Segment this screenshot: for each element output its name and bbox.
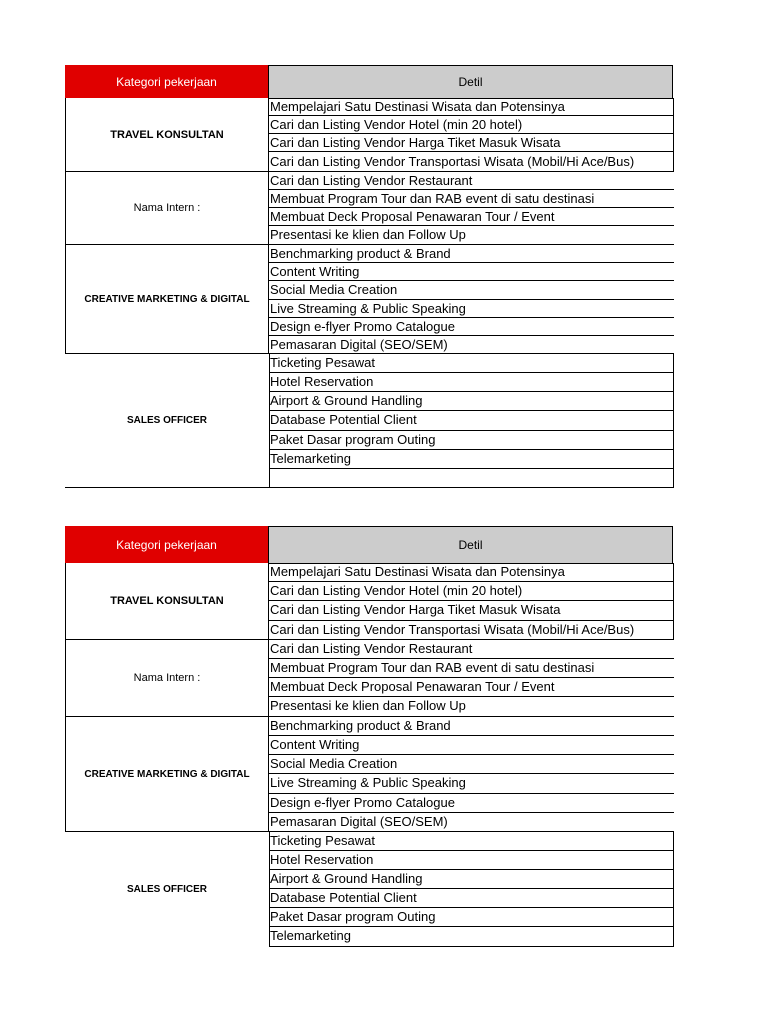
divider — [65, 487, 674, 488]
detail-row: Live Streaming & Public Speaking — [269, 774, 674, 794]
detail-row: Cari dan Listing Vendor Restaurant — [269, 640, 674, 659]
detail-row: Mempelajari Satu Destinasi Wisata dan Potensinya — [269, 563, 674, 582]
job-table-2 — [65, 526, 674, 948]
detail-row: Ticketing Pesawat — [269, 354, 674, 373]
detail-row: Hotel Reservation — [269, 373, 674, 392]
detail-row: Membuat Program Tour dan RAB event di satu destinasi — [269, 659, 674, 678]
category-travel-konsultan: TRAVEL KONSULTAN — [65, 563, 269, 640]
category-travel-konsultan: TRAVEL KONSULTAN — [65, 98, 269, 172]
detail-row: Telemarketing — [269, 450, 674, 469]
job-table-1 — [65, 65, 674, 489]
detail-row: Membuat Deck Proposal Penawaran Tour / Event — [269, 678, 674, 697]
detail-row: Cari dan Listing Vendor Hotel (min 20 hotel) — [269, 116, 674, 134]
divider — [269, 832, 270, 947]
detail-row: Pemasaran Digital (SEO/SEM) — [269, 813, 674, 832]
detail-row: Presentasi ke klien dan Follow Up — [269, 226, 674, 245]
detail-row: Paket Dasar program Outing — [269, 431, 674, 450]
detail-header: Detil — [268, 526, 673, 564]
detail-row: Telemarketing — [269, 927, 674, 947]
category-creative-marketing: CREATIVE MARKETING & DIGITAL — [65, 245, 269, 354]
detail-row: Airport & Ground Handling — [269, 392, 674, 411]
detail-row: Cari dan Listing Vendor Transportasi Wisata (Mobil/Hi Ace/Bus) — [269, 621, 674, 640]
detail-row — [269, 469, 674, 488]
detail-row: Cari dan Listing Vendor Transportasi Wisata (Mobil/Hi Ace/Bus) — [269, 152, 674, 172]
detail-row: Social Media Creation — [269, 281, 674, 300]
divider — [269, 354, 270, 488]
detail-row: Paket Dasar program Outing — [269, 908, 674, 927]
category-sales-officer: SALES OFFICER — [65, 354, 269, 488]
category-nama-intern: Nama Intern : — [65, 172, 269, 245]
category-sales-officer: SALES OFFICER — [126, 884, 207, 895]
detail-row: Live Streaming & Public Speaking — [269, 300, 674, 318]
detail-header: Detil — [268, 65, 673, 99]
detail-row: Mempelajari Satu Destinasi Wisata dan Potensinya — [269, 98, 674, 116]
detail-row: Cari dan Listing Vendor Harga Tiket Masuk Wisata — [269, 134, 674, 152]
detail-row: Cari dan Listing Vendor Harga Tiket Masuk Wisata — [269, 601, 674, 621]
category-header: Kategori pekerjaan — [65, 65, 268, 98]
detail-row: Ticketing Pesawat — [269, 832, 674, 851]
detail-row: Pemasaran Digital (SEO/SEM) — [269, 336, 674, 354]
detail-row: Cari dan Listing Vendor Restaurant — [269, 172, 674, 190]
detail-rows — [269, 98, 674, 488]
category-nama-intern: Nama Intern : — [65, 640, 269, 717]
detail-row: Database Potential Client — [269, 889, 674, 908]
category-header: Kategori pekerjaan — [65, 526, 268, 563]
detail-row: Membuat Deck Proposal Penawaran Tour / Event — [269, 208, 674, 226]
detail-row: Design e-flyer Promo Catalogue — [269, 794, 674, 813]
detail-rows — [269, 563, 674, 947]
detail-row: Airport & Ground Handling — [269, 870, 674, 889]
detail-row: Benchmarking product & Brand — [269, 245, 674, 263]
detail-row: Design e-flyer Promo Catalogue — [269, 318, 674, 336]
detail-row: Content Writing — [269, 263, 674, 281]
detail-row: Hotel Reservation — [269, 851, 674, 870]
category-creative-marketing: CREATIVE MARKETING & DIGITAL — [65, 717, 269, 832]
detail-row: Benchmarking product & Brand — [269, 717, 674, 736]
detail-row: Content Writing — [269, 736, 674, 755]
detail-row: Cari dan Listing Vendor Hotel (min 20 hotel) — [269, 582, 674, 601]
detail-row: Social Media Creation — [269, 755, 674, 774]
detail-row: Membuat Program Tour dan RAB event di satu destinasi — [269, 190, 674, 208]
detail-row: Database Potential Client — [269, 411, 674, 431]
detail-row: Presentasi ke klien dan Follow Up — [269, 697, 674, 717]
